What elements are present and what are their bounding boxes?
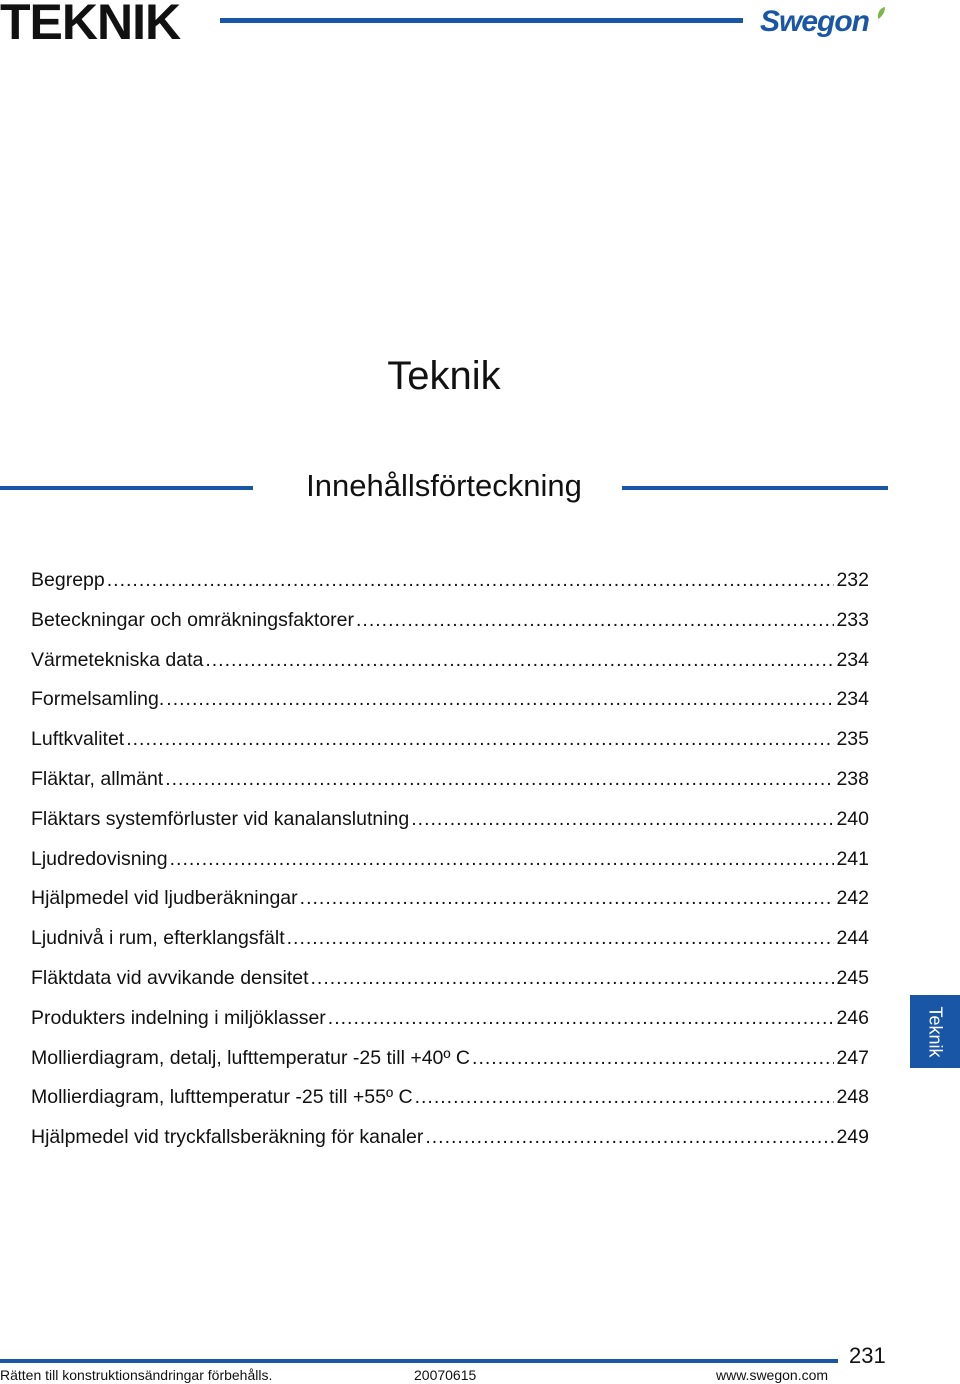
footer-disclaimer: Rätten till konstruktionsändringar förbehålls.: [0, 1367, 273, 1383]
toc-item[interactable]: [31, 1042, 869, 1082]
toc-leader-dots: [166, 683, 834, 715]
toc-item-page: 240: [836, 807, 869, 830]
toc-item-page: 246: [836, 1006, 869, 1029]
toc-item[interactable]: [31, 843, 869, 883]
toc-item-label: Ljudredovisning: [31, 847, 168, 870]
footer-date: 20070615: [414, 1367, 477, 1383]
header-title: TEKNIK: [0, 0, 181, 50]
toc-item-label: Mollierdiagram, lufttemperatur -25 till +55º C: [31, 1086, 413, 1109]
toc-item-label: Formelsamling.: [31, 688, 165, 711]
toc-item-label: Hjälpmedel vid ljudberäkningar: [31, 887, 298, 910]
toc-item[interactable]: [31, 1002, 869, 1042]
toc-item-label: Produkters indelning i miljöklasser: [31, 1006, 326, 1029]
toc-leader-dots: [287, 922, 835, 954]
leaf-icon: [876, 6, 886, 20]
toc-item-page: 245: [836, 966, 869, 989]
toc-item-label: Mollierdiagram, detalj, lufttemperatur -25 till +40º C: [31, 1046, 471, 1069]
toc-leader-dots: [415, 1081, 835, 1113]
toc-item-label: Begrepp: [31, 569, 105, 591]
toc-item-page: 233: [836, 608, 869, 631]
toc-item-page: 248: [836, 1086, 869, 1109]
toc-item-label: Ljudnivå i rum, efterklangsfält: [31, 927, 285, 950]
toc-leader-dots: [411, 803, 834, 835]
swegon-logo: [760, 2, 890, 42]
toc-item[interactable]: [31, 922, 869, 962]
header-divider: [220, 18, 743, 23]
toc-item-label: Värmetekniska data: [31, 648, 204, 671]
toc-leader-dots: [300, 882, 835, 914]
toc-leader-dots: [126, 723, 834, 755]
toc-item-page: 235: [836, 728, 869, 751]
toc-leader-dots: [107, 564, 835, 596]
table-of-contents: [31, 564, 869, 1161]
footer-url-link[interactable]: www.swegon.com: [716, 1367, 829, 1383]
toc-item-page: 241: [836, 847, 869, 870]
toc-leader-dots: [165, 763, 834, 795]
toc-item[interactable]: [31, 564, 869, 604]
toc-item-label: Hjälpmedel vid tryckfallsberäkning för kanaler: [31, 1126, 424, 1149]
toc-item-page: 234: [836, 688, 869, 711]
page-number: 231: [849, 1343, 886, 1368]
toc-item-page: 232: [836, 569, 869, 591]
toc-item[interactable]: [31, 723, 869, 763]
toc-item-page: 244: [836, 927, 869, 950]
section-divider-right: [622, 486, 888, 490]
toc-leader-dots: [356, 604, 834, 636]
toc-item-page: 234: [836, 648, 869, 671]
toc-leader-dots: [205, 644, 834, 676]
toc-item-page: 238: [836, 767, 869, 790]
toc-item[interactable]: [31, 1081, 869, 1121]
toc-leader-dots: [425, 1121, 834, 1153]
toc-item-page: 242: [836, 887, 869, 910]
toc-item[interactable]: [31, 803, 869, 843]
toc-item[interactable]: [31, 882, 869, 922]
toc-leader-dots: [328, 1002, 835, 1034]
toc-item-page: 249: [836, 1126, 869, 1149]
side-tab-label: Teknik: [925, 1005, 946, 1058]
toc-item-label: Luftkvalitet: [31, 728, 125, 751]
toc-item[interactable]: [31, 763, 869, 803]
section-title: Innehållsförteckning: [306, 468, 582, 503]
toc-item-label: Fläktdata vid avvikande densitet: [31, 966, 309, 989]
toc-item[interactable]: [31, 962, 869, 1002]
toc-item-label: Fläktars systemförluster vid kanalanslutning: [31, 807, 410, 830]
toc-item[interactable]: [31, 604, 869, 644]
toc-item[interactable]: [31, 1121, 869, 1161]
toc-item[interactable]: [31, 644, 869, 684]
footer-divider: [0, 1359, 838, 1363]
toc-item[interactable]: [31, 683, 869, 723]
toc-leader-dots: [472, 1042, 834, 1074]
toc-leader-dots: [170, 843, 835, 875]
toc-leader-dots: [311, 962, 835, 994]
section-side-tab[interactable]: [910, 995, 960, 1068]
toc-item-page: 247: [836, 1046, 869, 1069]
logo-text: Swegon: [760, 5, 870, 38]
toc-item-label: Beteckningar och omräkningsfaktorer: [31, 608, 354, 631]
toc-item-label: Fläktar, allmänt: [31, 767, 164, 790]
page-title: Teknik: [387, 354, 501, 398]
